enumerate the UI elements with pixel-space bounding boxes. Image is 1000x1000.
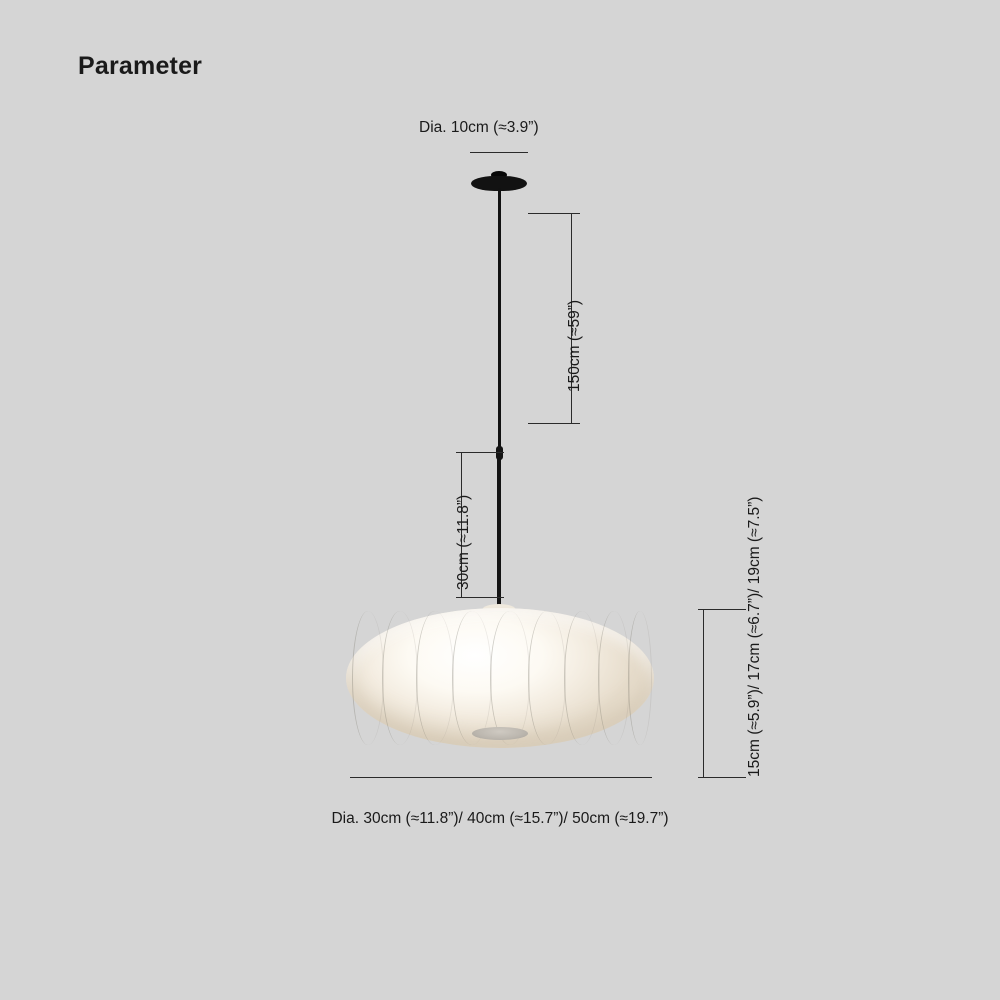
height-label: 15cm (≈5.9”)/ 17cm (≈6.7”)/ 19cm (≈7.5”) bbox=[746, 496, 763, 777]
height-dimension-bottom-tick bbox=[698, 777, 746, 778]
shade-rib bbox=[598, 611, 630, 745]
shade-rib bbox=[490, 611, 530, 745]
shade-rib bbox=[628, 611, 652, 745]
shade-rib bbox=[564, 611, 600, 745]
cord-dimension-bottom-tick bbox=[528, 423, 580, 424]
shade-rib bbox=[452, 611, 492, 745]
shade-rib bbox=[352, 611, 384, 745]
drop-dimension-top-tick bbox=[456, 452, 504, 453]
diameter-dimension-line bbox=[350, 777, 652, 778]
cord-length-label: 150cm (≈59”) bbox=[566, 299, 583, 392]
page-title: Parameter bbox=[78, 52, 203, 80]
shade-rib bbox=[382, 611, 418, 745]
diameter-label: Dia. 30cm (≈11.8”)/ 40cm (≈15.7”)/ 50cm (≈19.7”) bbox=[331, 810, 669, 827]
canopy-dimension-label: Dia. 10cm (≈3.9”) bbox=[419, 119, 539, 136]
height-dimension-line bbox=[703, 609, 704, 777]
lower-cord bbox=[497, 450, 501, 618]
drop-length-label: 30cm (≈11.8”) bbox=[455, 494, 472, 590]
suspension-cord bbox=[498, 188, 501, 450]
cord-dimension-top-tick bbox=[528, 213, 580, 214]
height-dimension-top-tick bbox=[698, 609, 746, 610]
drop-dimension-bottom-tick bbox=[456, 597, 504, 598]
shade-bottom-diffuser bbox=[472, 727, 528, 740]
canopy-dimension-line bbox=[470, 152, 528, 153]
shade-rib bbox=[528, 611, 566, 745]
shade-rib bbox=[416, 611, 454, 745]
